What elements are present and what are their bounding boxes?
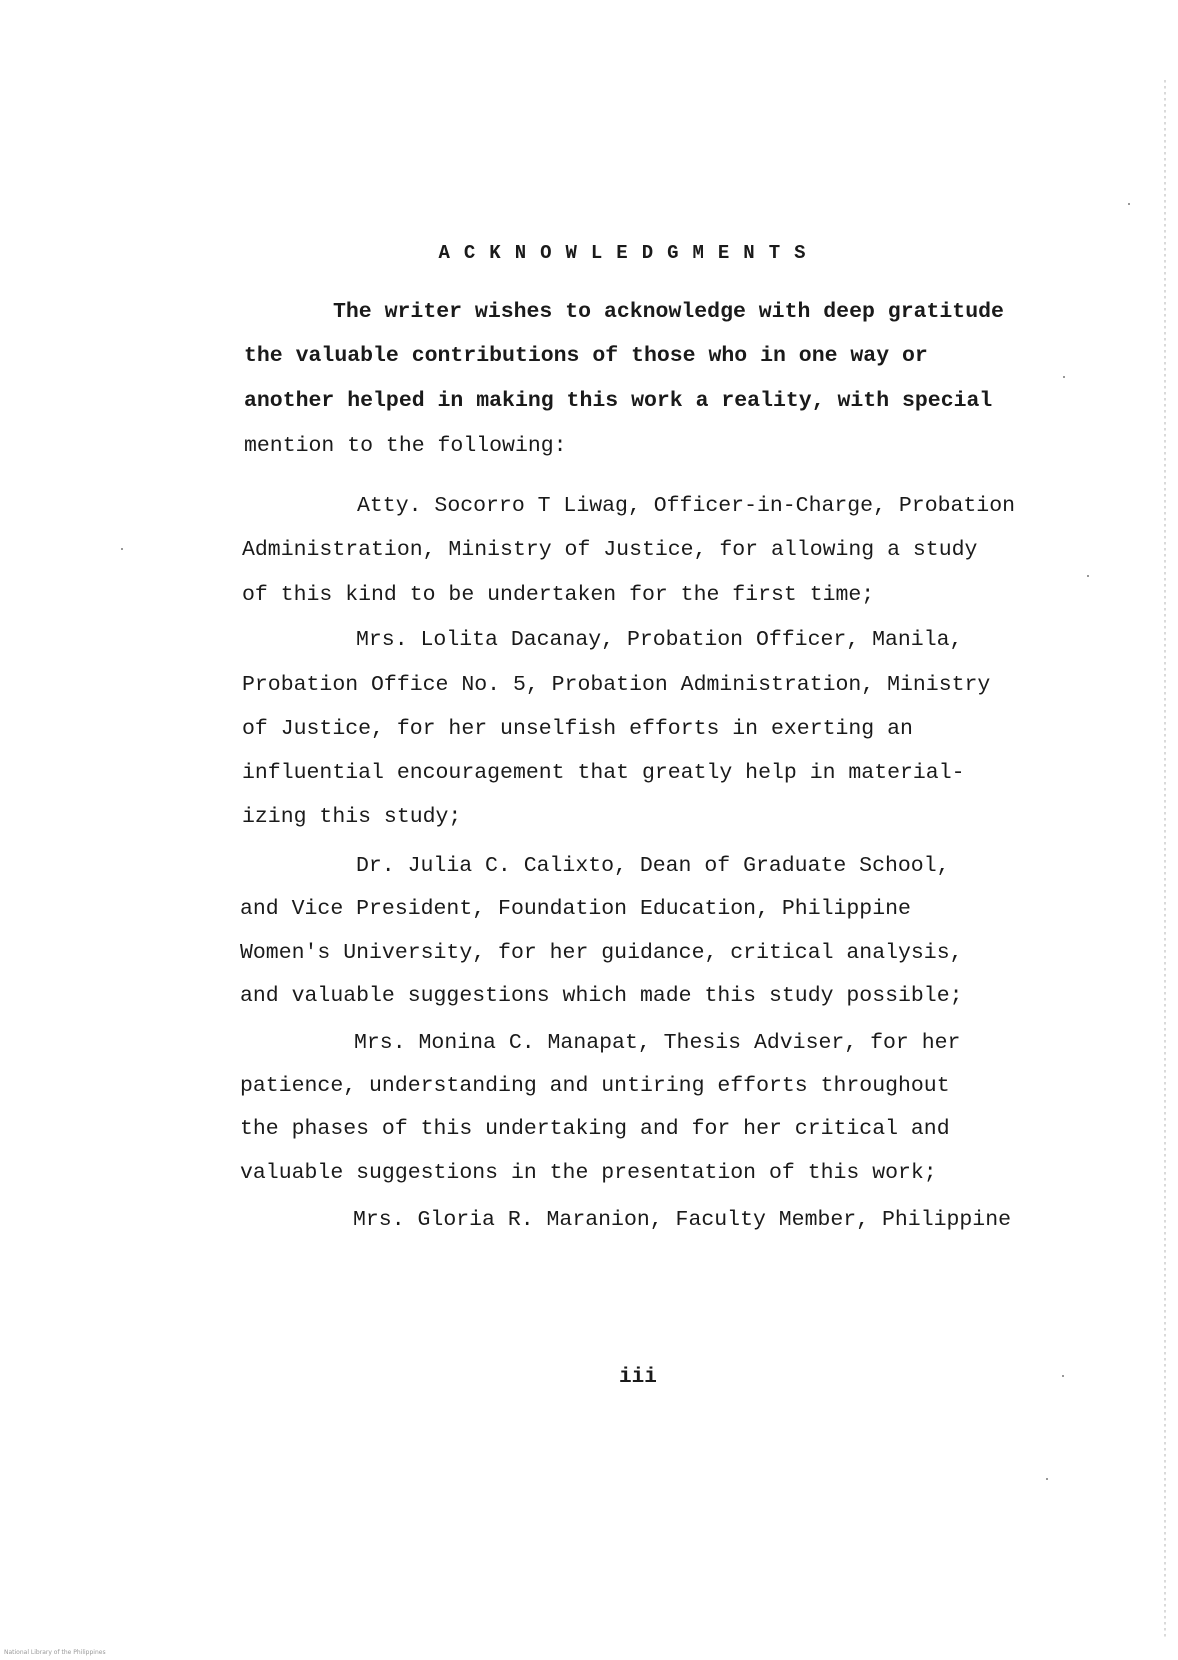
text-line: the phases of this undertaking and for her critical and	[240, 1117, 950, 1141]
scan-speck	[1062, 1375, 1064, 1377]
footer-note: National Library of the Philippines	[4, 1649, 106, 1656]
text-line: another helped in making this work a reality, with special	[244, 389, 993, 413]
text-line: of Justice, for her unselfish efforts in exerting an	[242, 717, 913, 741]
text-line: Mrs. Lolita Dacanay, Probation Officer, Manila,	[356, 628, 963, 652]
text-line: Atty. Socorro T Liwag, Officer-in-Charge, Probation	[357, 494, 1016, 518]
text-line: patience, understanding and untiring efforts throughout	[240, 1074, 950, 1098]
text-line: mention to the following:	[244, 434, 567, 458]
text-line: Dr. Julia C. Calixto, Dean of Graduate School,	[356, 854, 950, 878]
scan-speck	[1128, 203, 1130, 205]
scan-edge-marks	[1164, 80, 1166, 1640]
text-line: Women's University, for her guidance, critical analysis,	[240, 941, 963, 965]
text-line: Mrs. Gloria R. Maranion, Faculty Member, Philippine	[353, 1208, 1012, 1232]
text-line: Administration, Ministry of Justice, for allowing a study	[242, 538, 978, 562]
page-number: iii	[619, 1366, 657, 1389]
text-line: and valuable suggestions which made this study possible;	[240, 984, 963, 1008]
scan-speck	[1063, 376, 1065, 378]
text-line: and Vice President, Foundation Education, Philippine	[240, 897, 911, 921]
scan-speck	[1046, 1478, 1048, 1480]
text-line: izing this study;	[242, 805, 462, 829]
text-line: valuable suggestions in the presentation of this work;	[240, 1161, 937, 1185]
page-title: ACKNOWLEDGMENTS	[438, 242, 820, 264]
text-line: Probation Office No. 5, Probation Administration, Ministry	[242, 673, 991, 697]
text-line: influential encouragement that greatly help in material-	[242, 761, 965, 785]
scan-speck	[121, 548, 123, 550]
text-line: the valuable contributions of those who in one way or	[244, 344, 928, 368]
text-line: of this kind to be undertaken for the first time;	[242, 583, 875, 607]
text-line: Mrs. Monina C. Manapat, Thesis Adviser, for her	[354, 1031, 961, 1055]
scan-speck	[1087, 575, 1089, 577]
text-line: The writer wishes to acknowledge with deep gratitude	[333, 300, 1004, 324]
